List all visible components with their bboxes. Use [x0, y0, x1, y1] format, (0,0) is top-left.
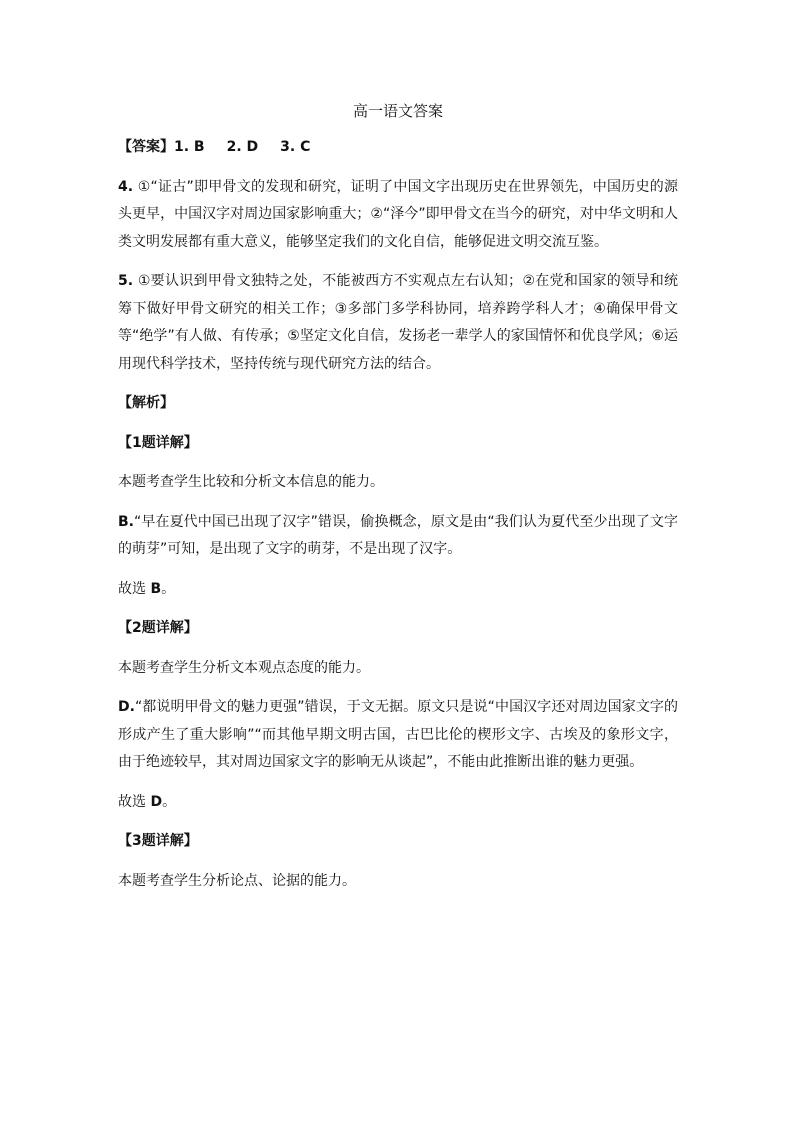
answer-1: 1. B — [174, 139, 205, 155]
detail-2-explanation-text: “都说明甲骨文的魅力更强”错误，于文无据。原文只是说“中国汉字还对周边国家文字的形成产生了重大影响”“而其他早期文明古国，古巴比伦的楔形文字、古埃及的象形文字，由于绝迹较早，其对周边国家文字的影响无从谈起”，不能由此推断出谁的魅力更强。 — [118, 699, 678, 770]
detail-1-intro: 本题考查学生比较和分析文本信息的能力。 — [118, 474, 384, 490]
detail-2-option: D. — [118, 699, 135, 715]
page-title: 高一语文答案 — [352, 102, 443, 120]
answer-4-text: ①“证古”即甲骨文的发现和研究，证明了中国文字出现历史在世界领先，中国历史的源头更早，中国汉字对周边国家影响重大；②“泽今”即甲骨文在当今的研究，对中华文明和人类文明发展都有重大意义，能够坚定我们的文化自信，能够促进文明交流互鉴。 — [118, 178, 679, 250]
detail-2-intro: 本题考查学生分析文本观点态度的能力。 — [118, 659, 370, 676]
detail-1-choice-letter: B — [150, 580, 162, 597]
answer-3: 3. C — [280, 139, 311, 155]
detail-1-choice-suffix: 。 — [161, 580, 176, 597]
detail-1-option: B. — [118, 513, 134, 530]
detail-3-heading: 【3题详解】 — [118, 833, 198, 849]
answer-2: 2. D — [226, 139, 259, 155]
detail-1-choice — [118, 576, 678, 604]
detail-2-choice-prefix: 故选 — [118, 793, 146, 810]
answer-4-paragraph — [118, 174, 678, 257]
detail-3-intro: 本题考查学生分析论点、论据的能力。 — [118, 872, 356, 889]
answer-5-number: 5. — [118, 273, 134, 289]
detail-2-choice — [118, 789, 678, 817]
detail-2-explanation — [118, 694, 678, 777]
answers-label: 【答案】 — [118, 139, 174, 155]
detail-1-heading: 【1题详解】 — [118, 434, 198, 451]
detail-1-choice-prefix: 故选 — [118, 580, 146, 597]
document-content — [118, 100, 678, 907]
detail-1-explanation — [118, 509, 678, 564]
detail-2-choice-suffix: 。 — [162, 793, 177, 810]
answers-line — [118, 134, 678, 162]
detail-2-choice-letter: D — [150, 793, 163, 810]
analysis-heading: 【解析】 — [118, 395, 174, 411]
detail-2-heading: 【2题详解】 — [118, 620, 198, 636]
detail-1-explanation-text: “早在夏代中国已出现了汉字”错误，偷换概念，原文是由“我们认为夏代至少出现了文字的萌芽”可知，是出现了文字的萌芽，不是出现了汉字。 — [118, 513, 678, 557]
answer-5-text: ①要认识到甲骨文独特之处，不能被西方不实观点左右认知；②在党和国家的领导和统筹下做好甲骨文研究的相关工作；③多部门多学科协同，培养跨学科人才；④确保甲骨文等“绝学”有人做、有传承；⑤坚定文化自信，发扬老一辈学人的家国情怀和优良学风；⑥运用现代科学技术，坚持传统与现代研究方法的结合。 — [118, 273, 678, 372]
answer-4-number: 4. — [118, 178, 134, 195]
answer-5-paragraph — [118, 268, 678, 378]
